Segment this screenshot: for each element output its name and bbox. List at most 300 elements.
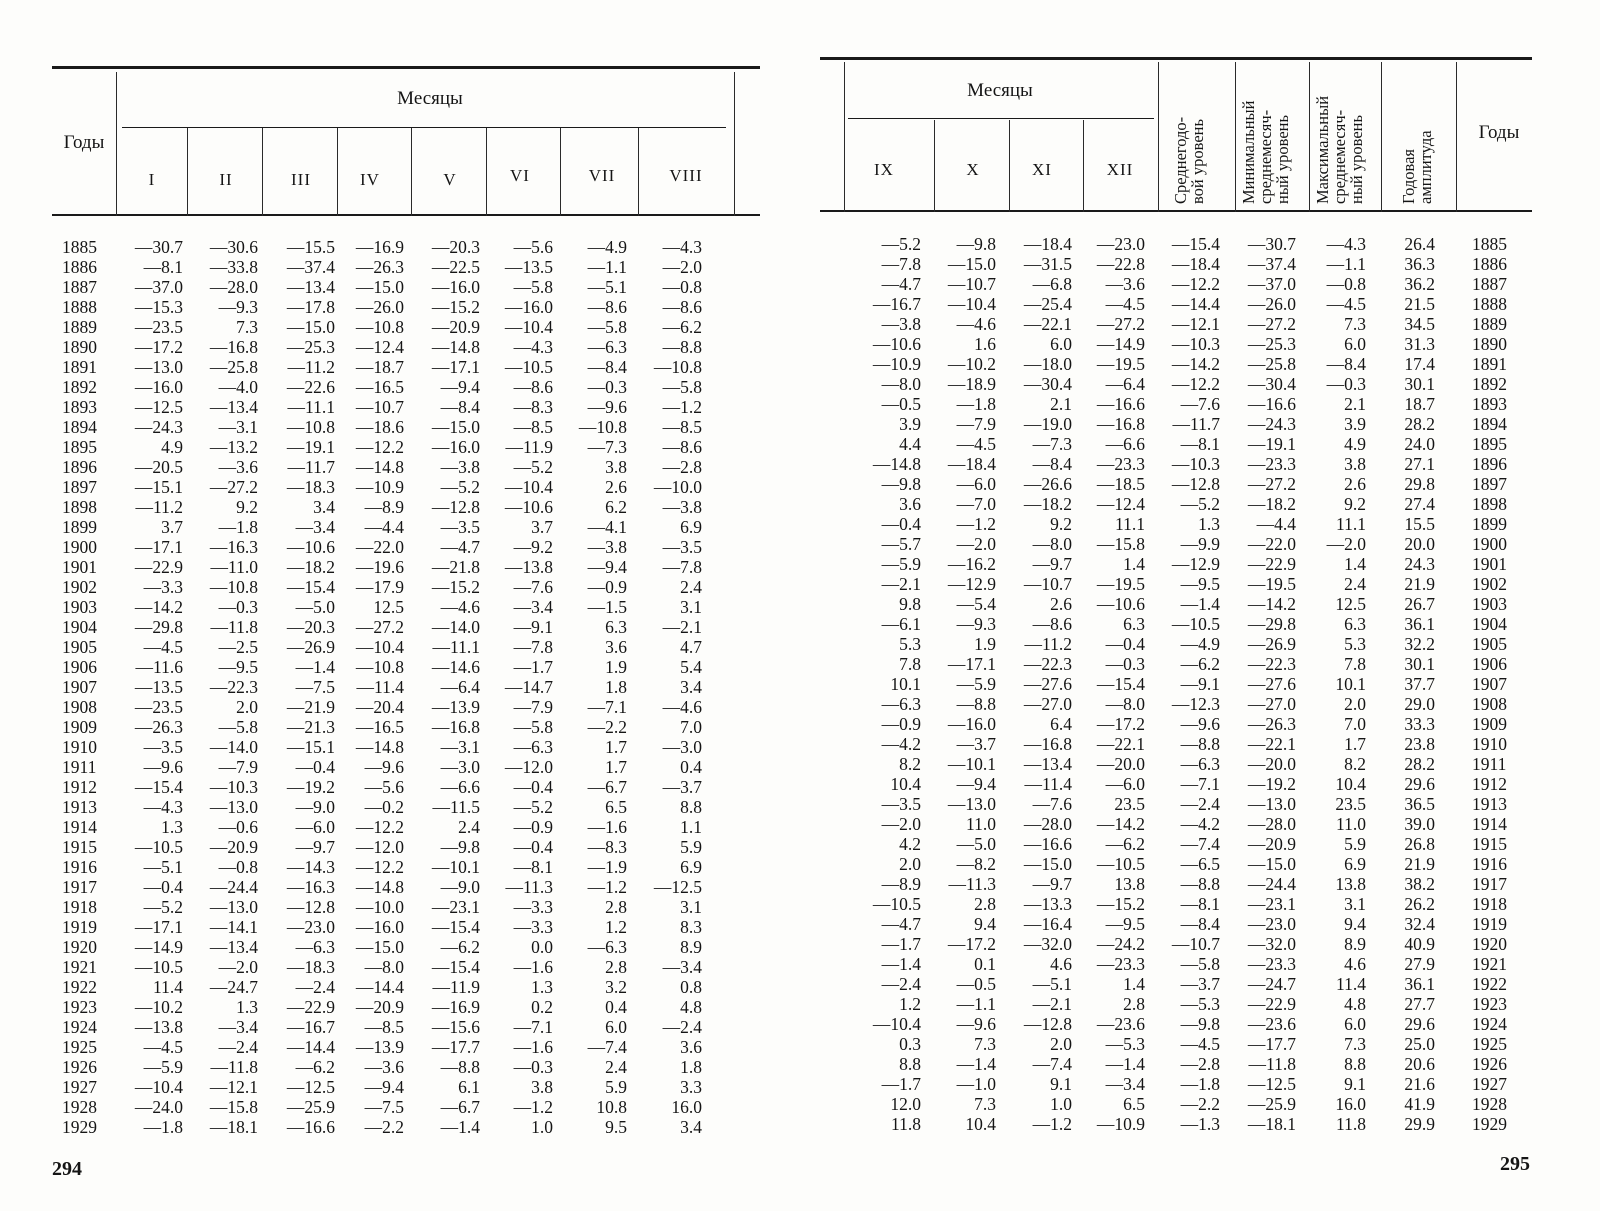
year-cell: 1897	[62, 477, 97, 497]
value-cell: —18.0	[1023, 354, 1072, 374]
value-cell: 9.2	[236, 497, 258, 517]
value-cell: —7.9	[513, 697, 553, 717]
value-cell: —26.3	[134, 717, 183, 737]
value-cell: —2.8	[662, 457, 702, 477]
value-cell: 4.6	[1050, 954, 1072, 974]
value-cell: —22.6	[286, 377, 335, 397]
value-cell: 11.0	[966, 814, 996, 834]
table-row	[800, 674, 1600, 694]
value-cell: —8.0	[364, 957, 404, 977]
value-cell: —5.8	[662, 377, 702, 397]
value-cell: —17.1	[431, 357, 480, 377]
value-cell: —7.3	[587, 437, 627, 457]
value-cell: —4.6	[662, 697, 702, 717]
table-row	[800, 994, 1600, 1014]
value-cell: —16.8	[431, 717, 480, 737]
value-cell: —1.8	[218, 517, 258, 537]
value-cell: —37.4	[286, 257, 335, 277]
avg-level-header	[1172, 72, 1206, 204]
value-cell: 8.8	[899, 1054, 921, 1074]
value-cell: —7.1	[587, 697, 627, 717]
table-row	[0, 877, 800, 897]
table-row	[800, 1034, 1600, 1054]
value-cell: 4.7	[680, 637, 702, 657]
table-row	[0, 1037, 800, 1057]
table-row	[800, 1114, 1600, 1134]
table-row	[0, 357, 800, 377]
value-cell: 1.9	[974, 634, 996, 654]
value-cell: —11.7	[1172, 414, 1220, 434]
year-cell: 1918	[1472, 894, 1507, 914]
value-cell: —3.4	[295, 517, 335, 537]
value-cell: 1.7	[605, 757, 627, 777]
value-cell: —8.4	[440, 397, 480, 417]
value-cell: —6.0	[295, 817, 335, 837]
value-cell: —2.2	[364, 1117, 404, 1137]
year-cell: 1904	[62, 617, 97, 637]
value-cell: 10.1	[1335, 674, 1366, 694]
value-cell: —3.4	[513, 597, 553, 617]
year-cell: 1890	[1472, 334, 1507, 354]
value-cell: —16.9	[355, 237, 404, 257]
value-cell: —10.3	[1171, 454, 1220, 474]
value-cell: 4.9	[1344, 434, 1366, 454]
year-cell: 1921	[62, 957, 97, 977]
value-cell: 1.2	[899, 994, 921, 1014]
column-divider	[1456, 62, 1457, 212]
value-cell: 28.2	[1404, 414, 1435, 434]
value-cell: —24.4	[209, 877, 258, 897]
value-cell: —16.5	[355, 377, 404, 397]
value-cell: —2.5	[218, 637, 258, 657]
table-row	[0, 437, 800, 457]
value-cell: —5.1	[1032, 974, 1072, 994]
max-level-header	[1314, 62, 1365, 204]
value-cell: —18.3	[286, 957, 335, 977]
value-cell: —16.0	[134, 377, 183, 397]
month-header-11: XI	[1032, 160, 1052, 179]
value-cell: —1.7	[881, 934, 921, 954]
year-cell: 1927	[1472, 1074, 1507, 1094]
value-cell: —5.2	[143, 897, 183, 917]
year-cell: 1892	[1472, 374, 1507, 394]
value-cell: 2.8	[605, 957, 627, 977]
value-cell: —5.6	[364, 777, 404, 797]
year-cell: 1909	[1472, 714, 1507, 734]
value-cell: —5.9	[956, 674, 996, 694]
value-cell: —23.3	[1096, 954, 1145, 974]
value-cell: —8.8	[1180, 874, 1220, 894]
value-cell: —11.4	[356, 677, 404, 697]
value-cell: —4.4	[364, 517, 404, 537]
value-cell: —19.2	[1247, 774, 1296, 794]
table-row	[0, 377, 800, 397]
year-cell: 1885	[62, 237, 97, 257]
value-cell: 30.1	[1404, 654, 1435, 674]
value-cell: —3.8	[587, 537, 627, 557]
value-cell: 7.0	[1344, 714, 1366, 734]
year-cell: 1897	[1472, 474, 1507, 494]
value-cell: —22.1	[1023, 314, 1072, 334]
year-cell: 1923	[62, 997, 97, 1017]
table-row	[800, 1014, 1600, 1034]
value-cell: 4.2	[899, 834, 921, 854]
value-cell: —15.0	[286, 317, 335, 337]
value-cell: —8.6	[513, 377, 553, 397]
value-cell: —1.2	[956, 514, 996, 534]
year-cell: 1921	[1472, 954, 1507, 974]
value-cell: —15.0	[355, 277, 404, 297]
value-cell: —12.8	[1171, 474, 1220, 494]
value-cell: —14.8	[355, 877, 404, 897]
year-cell: 1889	[62, 317, 97, 337]
value-cell: 1.4	[1344, 554, 1366, 574]
value-cell: —11.2	[1024, 634, 1072, 654]
table-row	[0, 257, 800, 277]
value-cell: —10.6	[286, 537, 335, 557]
value-cell: —12.0	[504, 757, 553, 777]
value-cell: 1.7	[1344, 734, 1366, 754]
value-cell: 4.8	[680, 997, 702, 1017]
value-cell: —13.4	[209, 397, 258, 417]
value-cell: 3.7	[531, 517, 553, 537]
value-cell: —9.5	[1105, 914, 1145, 934]
value-cell: 6.3	[1344, 614, 1366, 634]
table-row	[0, 457, 800, 477]
value-cell: —1.4	[881, 954, 921, 974]
value-cell: —13.4	[1023, 754, 1072, 774]
column-divider	[1235, 62, 1236, 212]
value-cell: —7.8	[881, 254, 921, 274]
value-cell: —3.7	[956, 734, 996, 754]
value-cell: —19.1	[1247, 434, 1296, 454]
table-row	[0, 997, 800, 1017]
value-cell: —21.9	[286, 697, 335, 717]
value-cell: —14.3	[286, 857, 335, 877]
value-cell: —8.0	[1105, 694, 1145, 714]
value-cell: 3.4	[680, 1117, 702, 1137]
value-cell: 4.9	[161, 437, 183, 457]
value-cell: —10.6	[1096, 594, 1145, 614]
value-cell: —5.2	[440, 477, 480, 497]
value-cell: —0.4	[513, 777, 553, 797]
table-row	[800, 314, 1600, 334]
year-cell: 1911	[62, 757, 97, 777]
value-cell: —9.6	[1180, 714, 1220, 734]
value-cell: 1.3	[161, 817, 183, 837]
value-cell: —21.3	[286, 717, 335, 737]
value-cell: —22.3	[1023, 654, 1072, 674]
table-row	[800, 434, 1600, 454]
value-cell: —13.0	[947, 794, 996, 814]
table-row	[800, 694, 1600, 714]
table-row	[0, 497, 800, 517]
value-cell: 1.3	[236, 997, 258, 1017]
value-cell: —8.8	[440, 1057, 480, 1077]
value-cell: —25.8	[209, 357, 258, 377]
value-cell: 5.9	[1344, 834, 1366, 854]
value-cell: —23.0	[1247, 914, 1296, 934]
right-page	[800, 0, 1600, 1211]
value-cell: 12.5	[1335, 594, 1366, 614]
value-cell: 2.8	[974, 894, 996, 914]
value-cell: 3.7	[161, 517, 183, 537]
year-cell: 1929	[1472, 1114, 1507, 1134]
value-cell: —14.2	[1171, 354, 1220, 374]
value-cell: 36.1	[1404, 974, 1435, 994]
value-cell: —7.5	[364, 1097, 404, 1117]
value-cell: —8.4	[1032, 454, 1072, 474]
value-cell: 13.8	[1114, 874, 1145, 894]
value-cell: —12.8	[1023, 1014, 1072, 1034]
value-cell: 26.2	[1404, 894, 1435, 914]
value-cell: —6.8	[1032, 274, 1072, 294]
value-cell: —27.0	[1247, 694, 1296, 714]
year-cell: 1901	[1472, 554, 1507, 574]
value-cell: —14.4	[286, 1037, 335, 1057]
value-cell: —18.2	[286, 557, 335, 577]
value-cell: —14.8	[355, 457, 404, 477]
value-cell: 10.4	[890, 774, 921, 794]
value-cell: 1.7	[605, 737, 627, 757]
year-cell: 1906	[1472, 654, 1507, 674]
value-cell: 7.3	[974, 1094, 996, 1114]
value-cell: 6.9	[680, 857, 702, 877]
value-cell: —33.8	[209, 257, 258, 277]
value-cell: 9.8	[899, 594, 921, 614]
month-header-3: III	[291, 170, 311, 189]
value-cell: —4.3	[1326, 234, 1366, 254]
year-cell: 1913	[62, 797, 97, 817]
min-level-line-3: ный уровень	[1273, 115, 1292, 204]
value-cell: 0.0	[531, 937, 553, 957]
value-cell: —37.4	[1247, 254, 1296, 274]
table-row	[0, 857, 800, 877]
value-cell: —30.4	[1247, 374, 1296, 394]
value-cell: —1.4	[956, 1054, 996, 1074]
value-cell: 24.0	[1404, 434, 1435, 454]
value-cell: —24.7	[209, 977, 258, 997]
value-cell: —13.2	[209, 437, 258, 457]
table-row	[0, 397, 800, 417]
value-cell: —1.2	[1032, 1114, 1072, 1134]
value-cell: 4.8	[1344, 994, 1366, 1014]
value-cell: 7.0	[680, 717, 702, 737]
table-row	[800, 954, 1600, 974]
table-row	[800, 354, 1600, 374]
value-cell: —10.8	[355, 657, 404, 677]
value-cell: 9.4	[1344, 914, 1366, 934]
value-cell: —13.4	[209, 937, 258, 957]
value-cell: —1.9	[587, 857, 627, 877]
value-cell: 6.3	[605, 617, 627, 637]
table-row	[0, 517, 800, 537]
value-cell: —21.8	[431, 557, 480, 577]
value-cell: —18.2	[1023, 494, 1072, 514]
value-cell: —3.3	[513, 917, 553, 937]
table-row	[0, 297, 800, 317]
value-cell: 23.8	[1404, 734, 1435, 754]
table-row	[800, 394, 1600, 414]
value-cell: —15.0	[431, 417, 480, 437]
value-cell: 6.9	[1344, 854, 1366, 874]
value-cell: —16.0	[947, 714, 996, 734]
value-cell: —4.5	[143, 637, 183, 657]
value-cell: —8.5	[364, 1017, 404, 1037]
value-cell: —24.7	[1247, 974, 1296, 994]
value-cell: —4.5	[1180, 1034, 1220, 1054]
value-cell: —29.8	[134, 617, 183, 637]
value-cell: —2.4	[881, 974, 921, 994]
value-cell: —0.9	[881, 714, 921, 734]
value-cell: —6.3	[587, 937, 627, 957]
header-bottom-rule	[52, 214, 760, 216]
value-cell: —5.8	[513, 277, 553, 297]
value-cell: —4.4	[1256, 514, 1296, 534]
value-cell: —3.1	[218, 417, 258, 437]
table-row	[800, 274, 1600, 294]
table-row	[0, 1077, 800, 1097]
value-cell: —16.8	[1023, 734, 1072, 754]
value-cell: —7.6	[513, 577, 553, 597]
value-cell: —13.0	[1247, 794, 1296, 814]
value-cell: —0.9	[513, 817, 553, 837]
table-row	[800, 794, 1600, 814]
table-row	[800, 654, 1600, 674]
value-cell: 11.1	[1336, 514, 1366, 534]
value-cell: —6.2	[440, 937, 480, 957]
value-cell: —10.7	[1171, 934, 1220, 954]
year-cell: 1895	[1472, 434, 1507, 454]
value-cell: —9.9	[1180, 534, 1220, 554]
value-cell: —12.1	[209, 1077, 258, 1097]
value-cell: —11.9	[505, 437, 553, 457]
table-row	[0, 737, 800, 757]
value-cell: —19.5	[1096, 354, 1145, 374]
value-cell: 2.4	[458, 817, 480, 837]
table-row	[0, 957, 800, 977]
value-cell: 5.9	[605, 1077, 627, 1097]
year-cell: 1923	[1472, 994, 1507, 1014]
value-cell: —5.7	[881, 534, 921, 554]
year-cell: 1912	[62, 777, 97, 797]
year-cell: 1919	[1472, 914, 1507, 934]
value-cell: —2.1	[662, 617, 702, 637]
table-row	[800, 1054, 1600, 1074]
year-cell: 1902	[62, 577, 97, 597]
value-cell: —37.0	[1247, 274, 1296, 294]
value-cell: —16.6	[286, 1117, 335, 1137]
value-cell: —1.1	[1326, 254, 1366, 274]
value-cell: —8.4	[587, 357, 627, 377]
value-cell: —0.4	[143, 877, 183, 897]
value-cell: —1.8	[956, 394, 996, 414]
page-number: 295	[1500, 1153, 1530, 1175]
table-row	[800, 894, 1600, 914]
value-cell: 20.6	[1404, 1054, 1435, 1074]
value-cell: —9.1	[1180, 674, 1220, 694]
month-header-1: I	[148, 170, 156, 189]
value-cell: —15.1	[134, 477, 183, 497]
value-cell: —5.4	[956, 594, 996, 614]
value-cell: —12.9	[1171, 554, 1220, 574]
value-cell: —10.3	[1171, 334, 1220, 354]
value-cell: —18.3	[286, 477, 335, 497]
value-cell: 1.0	[531, 1117, 553, 1137]
value-cell: —27.2	[355, 617, 404, 637]
value-cell: —4.3	[513, 337, 553, 357]
month-header-9: IX	[874, 160, 894, 179]
value-cell: —6.3	[1180, 754, 1220, 774]
value-cell: —11.8	[210, 617, 258, 637]
value-cell: 3.1	[680, 897, 702, 917]
table-row	[0, 777, 800, 797]
value-cell: —7.0	[956, 494, 996, 514]
value-cell: —11.8	[210, 1057, 258, 1077]
year-cell: 1922	[62, 977, 97, 997]
table-row	[0, 537, 800, 557]
table-row	[800, 1094, 1600, 1114]
value-cell: —11.1	[432, 637, 480, 657]
value-cell: —16.8	[1096, 414, 1145, 434]
year-cell: 1899	[1472, 514, 1507, 534]
value-cell: —1.7	[513, 657, 553, 677]
year-cell: 1896	[1472, 454, 1507, 474]
value-cell: —3.6	[364, 1057, 404, 1077]
value-cell: 0.2	[531, 997, 553, 1017]
value-cell: 1.3	[531, 977, 553, 997]
column-divider	[262, 128, 263, 216]
value-cell: —11.3	[505, 877, 553, 897]
table-top-rule	[52, 66, 760, 69]
value-cell: —10.1	[947, 754, 996, 774]
year-cell: 1894	[1472, 414, 1507, 434]
value-cell: —26.0	[1247, 294, 1296, 314]
value-cell: —11.2	[287, 357, 335, 377]
value-cell: —4.9	[1180, 634, 1220, 654]
month-header-10: X	[966, 160, 980, 179]
year-cell: 1888	[1472, 294, 1507, 314]
value-cell: 11.4	[153, 977, 183, 997]
value-cell: —16.7	[286, 1017, 335, 1037]
value-cell: 2.1	[1344, 394, 1366, 414]
value-cell: 9.2	[1344, 494, 1366, 514]
value-cell: 16.0	[1335, 1094, 1366, 1114]
year-cell: 1908	[1472, 694, 1507, 714]
value-cell: —7.5	[295, 677, 335, 697]
value-cell: —5.8	[1180, 954, 1220, 974]
value-cell: 2.0	[236, 697, 258, 717]
value-cell: —8.8	[1180, 734, 1220, 754]
value-cell: —9.6	[143, 757, 183, 777]
value-cell: —4.5	[1326, 294, 1366, 314]
value-cell: 3.1	[680, 597, 702, 617]
table-row	[0, 477, 800, 497]
value-cell: —20.9	[431, 317, 480, 337]
value-cell: 6.1	[458, 1077, 480, 1097]
value-cell: —30.7	[134, 237, 183, 257]
value-cell: —18.4	[1023, 234, 1072, 254]
value-cell: —19.1	[286, 437, 335, 457]
column-divider	[560, 128, 561, 216]
value-cell: —22.9	[134, 557, 183, 577]
year-cell: 1900	[1472, 534, 1507, 554]
value-cell: —8.4	[1180, 914, 1220, 934]
table-row	[800, 734, 1600, 754]
value-cell: —12.4	[1096, 494, 1145, 514]
value-cell: 5.4	[680, 657, 702, 677]
value-cell: —3.8	[440, 457, 480, 477]
